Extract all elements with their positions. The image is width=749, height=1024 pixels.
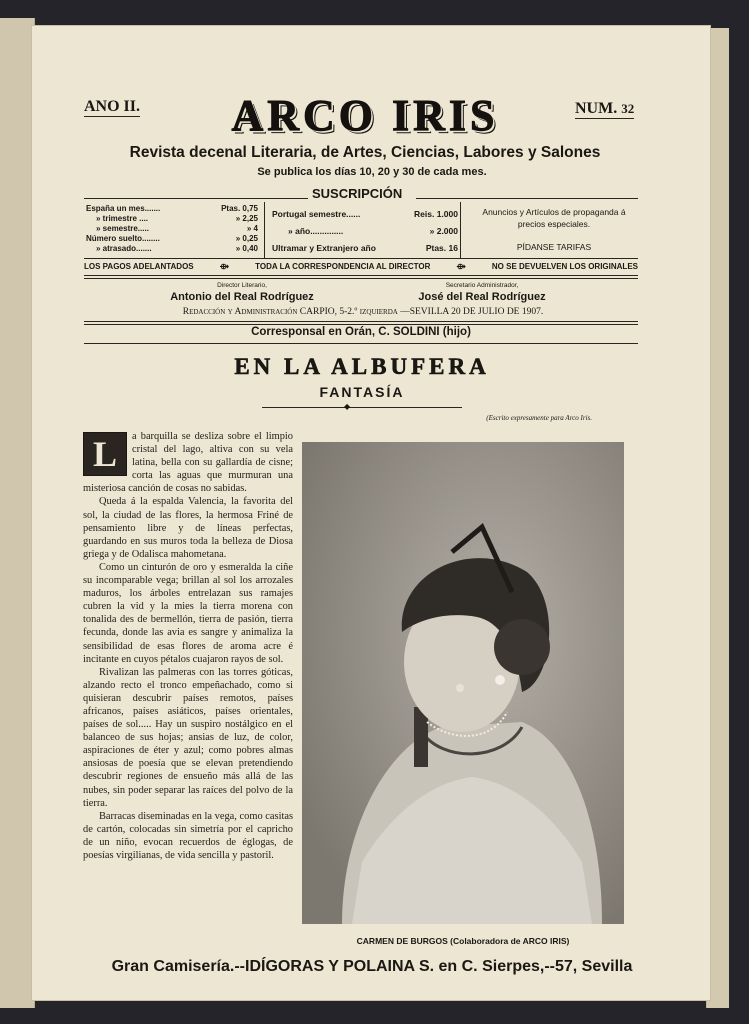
price-row: » trimestre .... » 2,25 [96, 214, 258, 223]
price-row: » semestre..... » 4 [96, 224, 258, 233]
article-credit: (Escrito expresamente para Arco Iris. [486, 414, 592, 422]
publication-schedule: Se publica los días 10, 20 y 30 de cada mes. [257, 166, 487, 178]
correspondent: Corresponsal en Orán, C. SOLDINI (hijo) [251, 326, 471, 338]
paragraph: Como un cinturón de oro y esmeralda la ciñe su incomparable vega; brillan al sol los arrozales maduros, los árboles entrelazan sus ramajes cubren la vid y la mies la tierra morena con tonalida des de bermellón, tierra de pasión, tierra fecunda, donde las avia es sangre y animaliza la sensibilidad de esas flores de aroma acre é incitante en cuyos pétalos cuajaron rayos de sol. [83, 561, 293, 665]
ornament-icon: ◆ [344, 402, 351, 411]
article-subheadline: FANTASÍA [319, 384, 405, 400]
article-body [83, 430, 293, 862]
masthead-title: ARCO IRIS [231, 91, 499, 140]
price-row: » año.............. » 2.000 [288, 226, 458, 236]
subscription-heading: SUSCRIPCIÓN [312, 186, 403, 201]
spain-prices [86, 204, 258, 254]
notice-originals: NO SE DEVUELVEN LOS ORIGINALES [491, 262, 638, 271]
article-headline: EN LA ALBUFERA [234, 354, 490, 379]
portugal-prices [272, 206, 458, 257]
secretary-name: José del Real Rodríguez [418, 291, 546, 303]
issue-number-label: NUM. [575, 100, 618, 117]
year-label: ANO II. [84, 98, 141, 115]
price-row: Ultramar y Extranjero año Ptas. 16 [272, 243, 458, 253]
paragraph: Barracas diseminadas en la vega, como casitas de cartón, colocadas sin simetría por el capricho de un niño, evocan recuerdos de églogas, de poesías virgilianas, de vida sencilla y pastoril. [83, 810, 293, 861]
portrait-illustration [302, 442, 624, 924]
notice-payments: LOS PAGOS ADELANTADOS [84, 262, 194, 271]
footer-advertisement: Gran Camisería.--IDÍGORAS Y POLAINA S. en C. Sierpes,--57, Sevilla [111, 958, 633, 975]
paragraph: Rivalizan las palmeras con las torres góticas, alzando recto el tronco empeñachado, como si quisieran descubrir países remotos, países africanos, países asiáticos, países orientales, países de sol..... Hay un suspiro nostálgico en el balanceo de sus hojas; ansias de luz, de color, aspiraciones de éter y azul; como pobres almas ansiosas de poesía que se elevan pretendiendo descubrir regiones de ensueño más allá de las nubes, sin poder separar las raíces del polvo de la tierra. [83, 666, 293, 809]
masthead-subtitle: Revista decenal Literaria, de Artes, Ciencias, Labores y Salones [129, 144, 601, 161]
ads-cta: PÍDANSE TARIFAS [516, 242, 592, 252]
director-name: Antonio del Real Rodríguez [170, 291, 314, 303]
page-edge-left [0, 18, 35, 1008]
paragraph: Queda á la espalda Valencia, la favorita del sol, la ciudad de las flores, la hermosa Friné de pensamiento libre y de líneas perfectas, guardando en sus muros toda la belleza de Diosa griega y de Odalisca mahometana. [83, 496, 293, 560]
portrait-photo [302, 442, 624, 924]
paragraph: L a barquilla se desliza sobre el limpio cristal del lago, altiva con su vela latina, bella con su gallardía de cisne; corta las aguas que murmuran una misteriosa canción de cosas no sabidas. [83, 431, 293, 495]
price-row: » atrasado....... » 0,40 [96, 244, 258, 253]
director-label: Director Literario, [217, 282, 267, 289]
secretary-label: Secretario Administrador, [445, 282, 519, 289]
price-row: España un mes....... Ptas. 0,75 [86, 204, 258, 213]
address-line: Redacción y Administración CARPIO, 5-2.º izquierda —SEVILLA 20 DE JULIO DE 1907. [182, 307, 544, 317]
notice-separator: ⟴ [219, 262, 230, 271]
notices-bar [84, 262, 638, 271]
issue-number-value: 32 [621, 101, 635, 116]
price-row: Número suelto........ » 0,25 [86, 234, 258, 243]
notice-separator: ⟴ [456, 262, 466, 271]
photo-caption: CARMEN DE BURGOS (Colaboradora de ARCO IRIS) [356, 936, 570, 946]
ads-text: Anuncios y Artículos de propaganda á precios especiales. [482, 207, 626, 229]
notice-correspondence: TODA LA CORRESPONDENCIA AL DIRECTOR [255, 262, 431, 271]
price-row: Portugal semestre...... Reis. 1.000 [272, 209, 458, 219]
dropcap: L [83, 432, 127, 476]
issue-number [575, 100, 634, 119]
magazine-page [32, 26, 710, 1000]
